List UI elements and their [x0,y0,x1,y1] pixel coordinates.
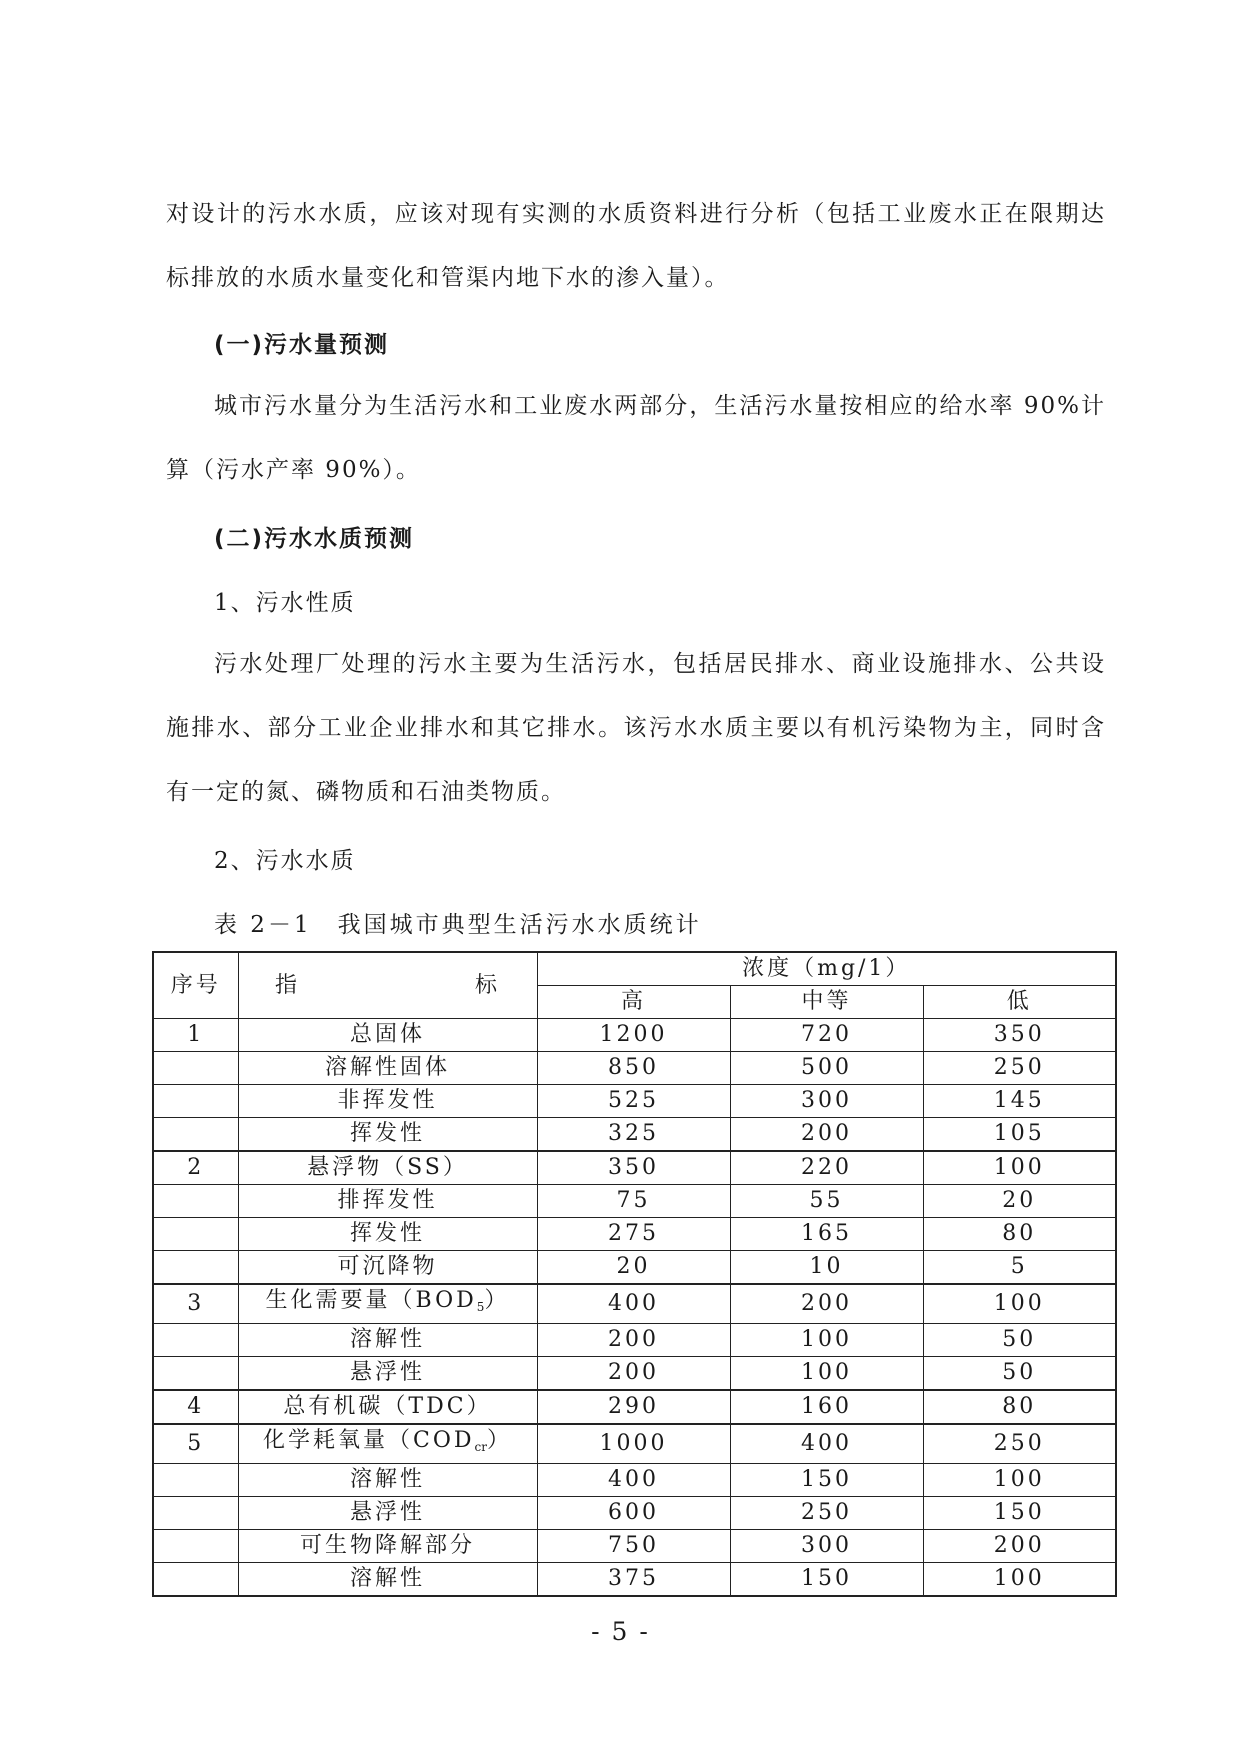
table-row [153,1185,1116,1218]
item-sewage-quality: 2、污水水质 [214,848,356,874]
table-body [153,1019,1116,1597]
indicator-text: 溶解性 [349,1327,425,1352]
cell-medium: 150 [730,1464,923,1497]
table-header-row [153,952,1116,986]
cell-indicator [238,1019,537,1052]
cell-high: 200 [537,1324,730,1357]
cell-low: 100 [923,1563,1116,1597]
header-low: 低 [923,986,1116,1019]
cell-medium: 250 [730,1497,923,1530]
cell-seq [153,1085,238,1118]
indicator-text: 悬浮物（SS） [307,1155,468,1180]
indicator-text: 非挥发性 [337,1088,438,1113]
cell-medium: 400 [730,1424,923,1464]
cell-seq: 5 [153,1424,238,1464]
cell-low: 5 [923,1251,1116,1285]
indicator-subscript: cr [474,1440,487,1454]
cell-medium: 150 [730,1563,923,1597]
sewage-nature-paragraph: 污水处理厂处理的污水主要为生活污水，包括居民排水、商业设施排水、公共设施排水、部分工业企业排水和其它排水。该污水水质主要以有机污染物为主，同时含有一定的氮、磷物质和石油类物质。 [166,651,1106,805]
table-row [153,1284,1116,1324]
cell-indicator [238,1052,537,1085]
cell-indicator [238,1284,537,1324]
header-indicator [238,952,537,1019]
water-quality-table [152,951,1117,1597]
table-row [153,1530,1116,1563]
cell-high: 75 [537,1185,730,1218]
cell-indicator [238,1218,537,1251]
indicator-text: 溶解性固体 [324,1055,450,1080]
cell-medium: 200 [730,1284,923,1324]
table-row [153,1497,1116,1530]
cell-seq: 4 [153,1390,238,1424]
indicator-text: 悬浮性 [349,1500,425,1525]
cell-high: 850 [537,1052,730,1085]
indicator-text: 总有机碳（TDC） [283,1394,492,1419]
cell-low: 200 [923,1530,1116,1563]
cell-high: 750 [537,1530,730,1563]
cell-high: 290 [537,1390,730,1424]
cell-seq [153,1218,238,1251]
table-row [153,1151,1116,1185]
cell-indicator [238,1251,537,1285]
cell-medium: 160 [730,1390,923,1424]
section-heading-sewage-volume: (一)污水量预测 [214,332,390,358]
table-row [153,1085,1116,1118]
cell-seq [153,1530,238,1563]
cell-low: 80 [923,1390,1116,1424]
table-row [153,1357,1116,1391]
cell-high: 325 [537,1118,730,1152]
cell-indicator [238,1324,537,1357]
cell-seq [153,1497,238,1530]
indicator-suffix: ） [484,1288,510,1313]
cell-medium: 720 [730,1019,923,1052]
cell-indicator [238,1464,537,1497]
indicator-suffix: ） [486,1428,512,1453]
cell-indicator [238,1151,537,1185]
table-row [153,1251,1116,1285]
cell-low: 250 [923,1052,1116,1085]
cell-high: 600 [537,1497,730,1530]
cell-low: 50 [923,1324,1116,1357]
cell-medium: 500 [730,1052,923,1085]
cell-indicator [238,1390,537,1424]
cell-indicator [238,1185,537,1218]
indicator-text: 总固体 [349,1022,425,1047]
item-sewage-nature: 1、污水性质 [214,590,356,616]
cell-low: 100 [923,1284,1116,1324]
cell-low: 100 [923,1464,1116,1497]
section-heading-water-quality: (二)污水水质预测 [214,526,415,552]
indicator-text: 化学耗氧量（COD [263,1428,475,1453]
cell-high: 525 [537,1085,730,1118]
indicator-subscript: 5 [476,1300,485,1314]
table-row [153,1424,1116,1464]
cell-medium: 165 [730,1218,923,1251]
cell-low: 105 [923,1118,1116,1152]
indicator-text: 悬浮性 [349,1360,425,1385]
cell-seq [153,1118,238,1152]
header-seq: 序号 [153,952,238,1019]
cell-high: 350 [537,1151,730,1185]
cell-indicator [238,1357,537,1391]
cell-medium: 300 [730,1530,923,1563]
cell-high: 400 [537,1464,730,1497]
cell-low: 80 [923,1218,1116,1251]
table-row [153,1464,1116,1497]
header-medium: 中等 [730,986,923,1019]
intro-paragraph: 对设计的污水水质，应该对现有实测的水质资料进行分析（包括工业废水正在限期达标排放的水质水量变化和管渠内地下水的渗入量）。 [166,201,1106,291]
indicator-text: 溶解性 [349,1467,425,1492]
cell-seq: 2 [153,1151,238,1185]
cell-seq: 1 [153,1019,238,1052]
header-indicator-a: 指 [274,972,300,998]
table-row [153,1218,1116,1251]
cell-high: 275 [537,1218,730,1251]
table-row [153,1019,1116,1052]
cell-medium: 10 [730,1251,923,1285]
cell-low: 250 [923,1424,1116,1464]
cell-indicator [238,1424,537,1464]
cell-indicator [238,1497,537,1530]
table-row [153,1052,1116,1085]
table-caption: 表 2－1 我国城市典型生活污水水质统计 [214,912,702,938]
cell-high: 200 [537,1357,730,1391]
indicator-text: 溶解性 [349,1566,425,1591]
cell-seq [153,1251,238,1285]
cell-low: 150 [923,1497,1116,1530]
cell-indicator [238,1085,537,1118]
indicator-text: 挥发性 [349,1221,425,1246]
sewage-volume-paragraph: 城市污水量分为生活污水和工业废水两部分，生活污水量按相应的给水率 90%计算（污水产率 90%）。 [166,393,1106,483]
cell-seq [153,1357,238,1391]
table-row [153,1118,1116,1152]
cell-high: 400 [537,1284,730,1324]
cell-low: 100 [923,1151,1116,1185]
table-row [153,1324,1116,1357]
header-concentration: 浓度（mg/1） [537,952,1116,986]
indicator-text: 可生物降解部分 [299,1533,475,1558]
header-indicator-b: 标 [474,972,500,998]
cell-indicator [238,1530,537,1563]
page-number: - 5 - [591,1617,650,1646]
cell-low: 20 [923,1185,1116,1218]
cell-seq [153,1324,238,1357]
cell-seq [153,1185,238,1218]
indicator-text: 可沉降物 [337,1254,438,1279]
cell-seq [153,1464,238,1497]
indicator-text: 挥发性 [349,1121,425,1146]
cell-medium: 220 [730,1151,923,1185]
cell-seq [153,1052,238,1085]
cell-medium: 200 [730,1118,923,1152]
indicator-text: 排挥发性 [337,1188,438,1213]
cell-low: 145 [923,1085,1116,1118]
cell-medium: 55 [730,1185,923,1218]
header-high: 高 [537,986,730,1019]
indicator-text: 生化需要量（BOD [265,1288,477,1313]
cell-low: 50 [923,1357,1116,1391]
cell-medium: 100 [730,1357,923,1391]
cell-high: 375 [537,1563,730,1597]
cell-low: 350 [923,1019,1116,1052]
cell-high: 20 [537,1251,730,1285]
cell-seq [153,1563,238,1597]
cell-high: 1000 [537,1424,730,1464]
table-row [153,1563,1116,1597]
cell-indicator [238,1118,537,1152]
cell-seq: 3 [153,1284,238,1324]
cell-high: 1200 [537,1019,730,1052]
cell-medium: 300 [730,1085,923,1118]
cell-indicator [238,1563,537,1597]
cell-medium: 100 [730,1324,923,1357]
table-row [153,1390,1116,1424]
